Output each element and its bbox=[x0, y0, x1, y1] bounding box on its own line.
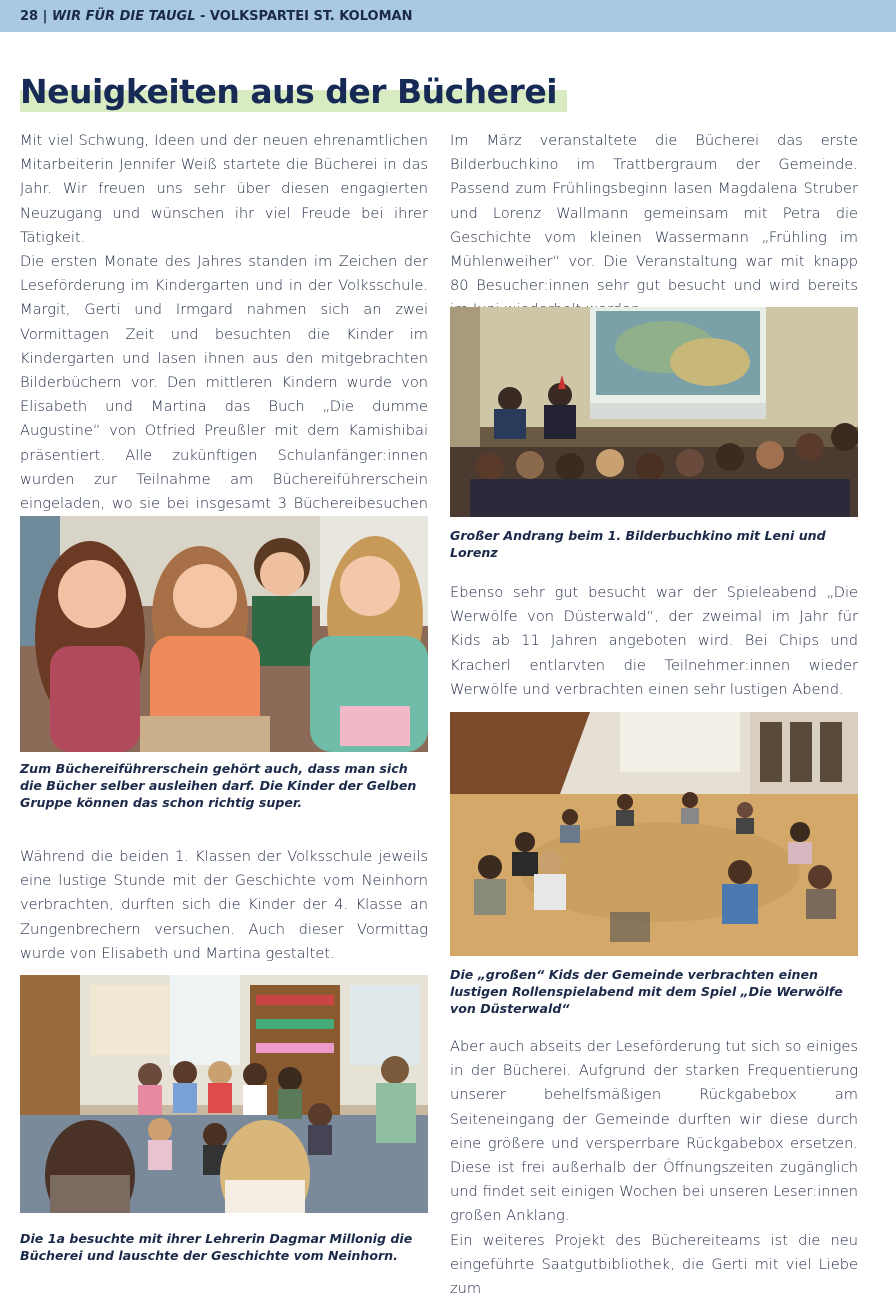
article-title-text: Neuigkeiten aus der Bücherei bbox=[20, 72, 558, 111]
photo-children-with-books bbox=[20, 516, 428, 752]
paragraph: Die ersten Monate des Jahres standen im Zeichen der Leseförderung im Kindergarten und in der Volksschule. Margit, Gerti und Irmgard nahmen sich an zwei Vormittagen Zeit und besuchten die Kinder im Kindergarten und lasen ihnen aus den mitgebrachten Bilderbüchern vor. Den mittleren Kindern wurde von Elisabeth und Martina das Buch „Die dumme Augustine“ von Otfried Preußler mit dem Kamishibai präsentiert. Alle zukünftigen Schulanfänger:innen wurden zur Teilnahme am Büchereiführerschein eingeladen, wo sie bei insgesamt 3 Büchereibesuchen bbox=[20, 253, 428, 513]
paragraph: Ebenso sehr gut besucht war der Spieleabend „Die Werwölfe von Düsterwald“, der zweimal im Jahr für Kids ab 11 Jahren angeboten wird. Bei Chips und Kracherl entlarvten die Teilnehmer:innen wieder Werwölfe und verbrachten einen sehr lustigen Abend. bbox=[450, 584, 858, 698]
caption-photo-game-night: Die „großen“ Kids der Gemeinde verbrachten einen lustigen Rollenspielabend mit dem Spiel „Die Werwölfe von Düsterwald“ bbox=[450, 967, 843, 1016]
header-separator: | bbox=[42, 9, 48, 24]
paragraph: Mit viel Schwung, Ideen und der neuen ehrenamtlichen Mitarbeiterin Jennifer Weiß startete die Bücherei in das Jahr. Wir freuen uns sehr über diesen engagierten Neuzugang und wünschen ihr viel Freude bei ihrer Tätigkeit. bbox=[20, 132, 428, 246]
caption-photo-class-in-library: Die 1a besuchte mit ihrer Lehrerin Dagmar Millonig die Bücherei und lauschte der Geschichte vom Neinhorn. bbox=[20, 1231, 413, 1263]
photo-class-in-library bbox=[20, 975, 428, 1213]
publisher-name: - VOLKSPARTEI ST. KOLOMAN bbox=[200, 9, 413, 24]
photo-game-night-circle bbox=[450, 712, 858, 956]
running-header bbox=[20, 9, 412, 24]
header-bar bbox=[0, 0, 896, 32]
photo-picture-book-cinema bbox=[450, 307, 858, 517]
right-column-game-night bbox=[450, 581, 858, 702]
right-column-cinema bbox=[450, 129, 858, 323]
page-number: 28 bbox=[20, 9, 39, 24]
caption-photo-picture-book-cinema: Großer Andrang beim 1. Bilderbuchkino mit Leni und Lorenz bbox=[450, 528, 826, 560]
paragraph: Ein weiteres Projekt des Büchereiteams ist die neu eingeführte Saatgutbibliothek, die Gerti mit viel Liebe zum bbox=[450, 1231, 858, 1298]
caption-photo-children-with-books: Zum Büchereiführerschein gehört auch, dass man sich die Bücher selber ausleihen darf. Die Kinder der Gelben Gruppe können das schon richtig super. bbox=[20, 761, 417, 810]
article-title bbox=[20, 72, 561, 114]
paragraph: Aber auch abseits der Leseförderung tut sich so einiges in der Bücherei. Aufgrund der starken Frequentierung unserer behelfsmäßigen Rückgabebox am Seiteneingang der Gemeinde durften wir diese durch eine größere und versperrbare Rückgabebox ersetzen. Diese ist frei außerhalb der Öffnungszeiten zugänglich und findet seit einigen Wochen bei unseren Leser:innen großen Anklang. bbox=[450, 1038, 858, 1225]
paragraph: Im März veranstaltete die Bücherei das erste Bilderbuchkino im Trattbergraum der Gemeinde. Passend zum Frühlingsbeginn lasen Magdalena Struber und Lorenz Wallmann gemeinsam mit Petra die Geschichte vom kleinen Wassermann „Frühling im Mühlenweiher“ vor. Die Veranstaltung war mit knapp 80 Besucher:innen sehr gut besucht und wird bereits bbox=[450, 132, 858, 295]
magazine-name: WIR FÜR DIE TAUGL bbox=[51, 9, 196, 24]
left-column-school bbox=[20, 845, 428, 966]
right-column-news bbox=[450, 1035, 858, 1301]
left-column-intro bbox=[20, 129, 428, 565]
paragraph: Während die beiden 1. Klassen der Volksschule jeweils eine lustige Stunde mit der Geschichte vom Neinhorn verbrachten, durften sich die Kinder der 4. Klasse an Zungenbrechern versuchen. Auch dieser Vormittag wurde von Elisabeth und Martina gestaltet. bbox=[20, 848, 428, 962]
